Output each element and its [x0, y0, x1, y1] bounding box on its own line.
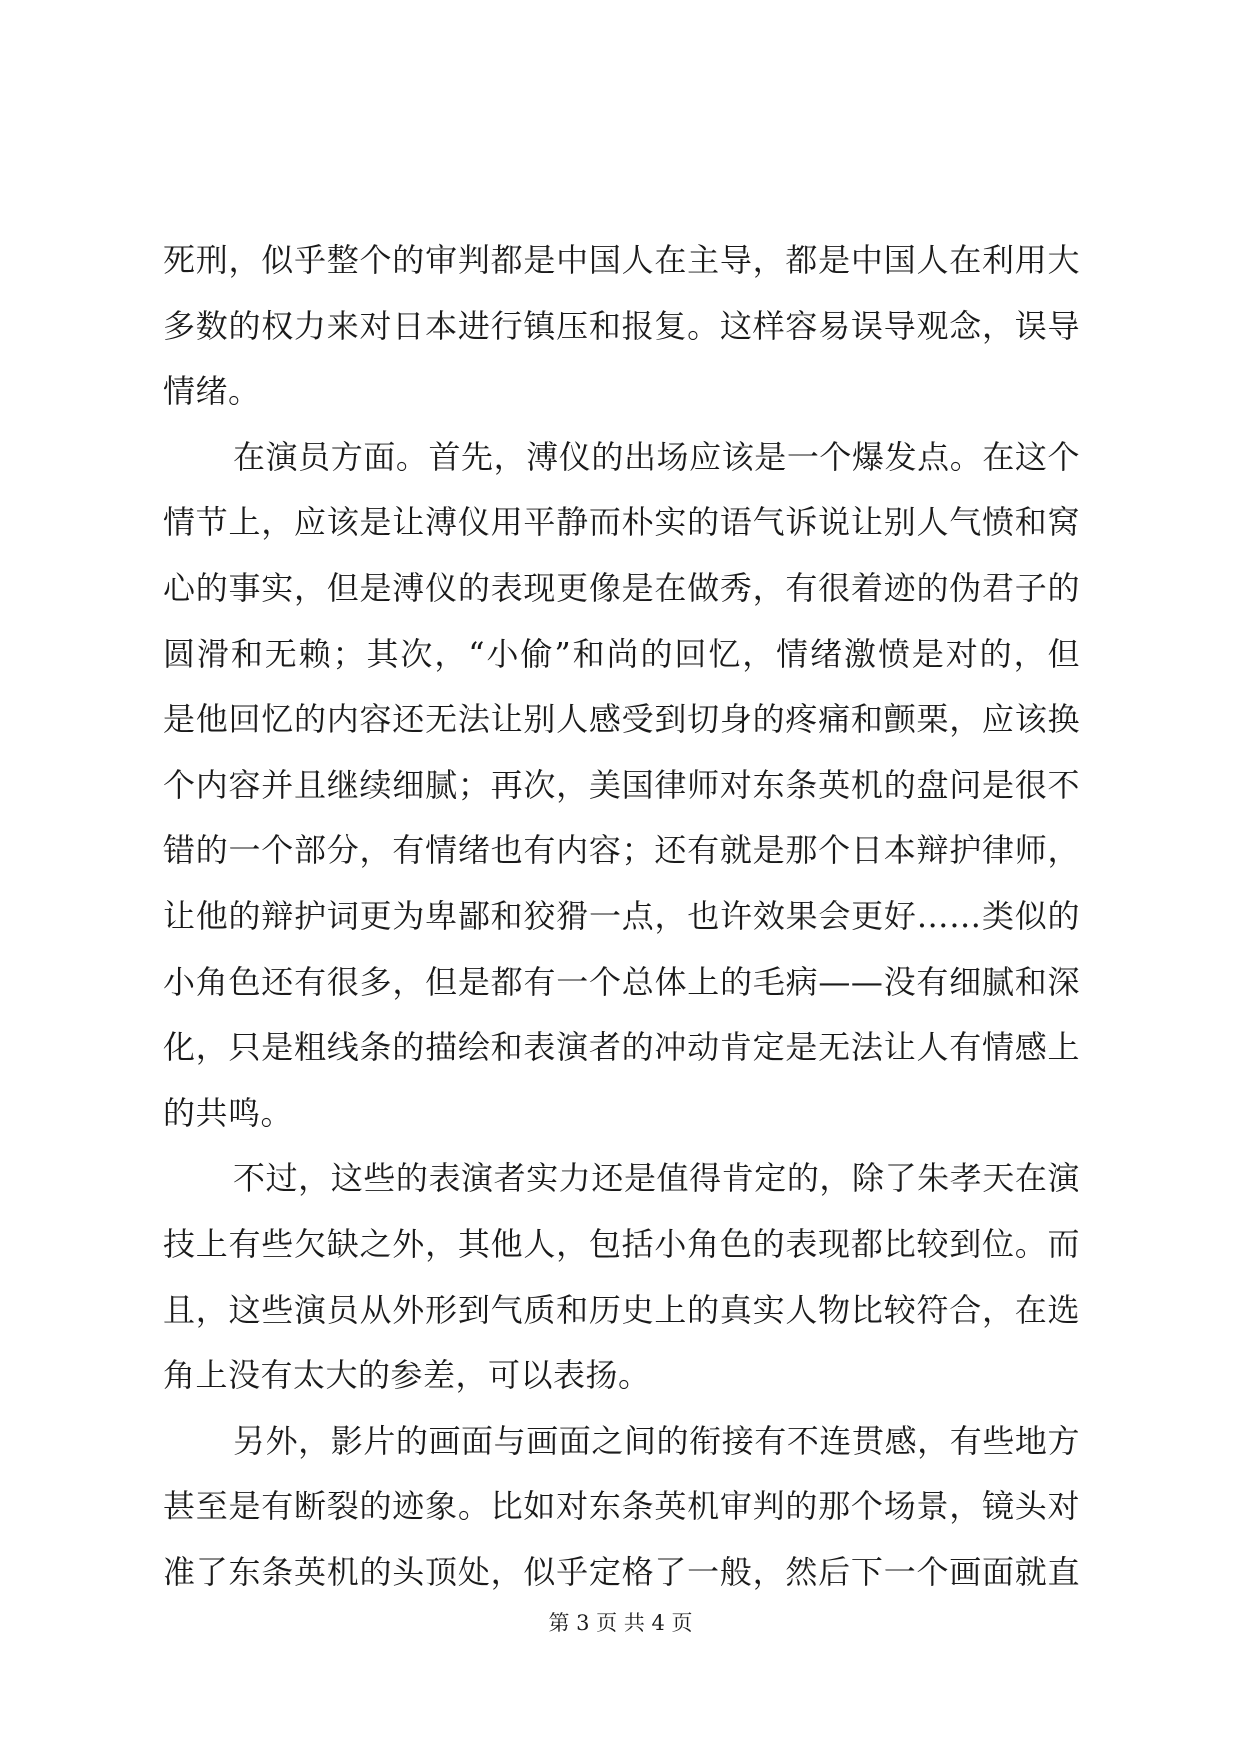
text-line: 个内容并且继续细腻；再次，美国律师对东条英机的盘问是很不	[163, 765, 1080, 804]
text-line: 多数的权力来对日本进行镇压和报复。这样容易误导观念，误导	[163, 306, 1080, 345]
text-line: 化，只是粗线条的描绘和表演者的冲动肯定是无法让人有情感上	[163, 1028, 1080, 1067]
text-line: 圆滑和无赖；其次，“小偷”和尚的回忆，情绪激愤是对的，但	[163, 634, 1080, 673]
paragraph-first-line: 不过，这些的表演者实力还是值得肯定的，除了朱孝天在演	[233, 1159, 1080, 1198]
text-line: 情节上，应该是让溥仪用平静而朴实的语气诉说让别人气愤和窝	[163, 503, 1080, 542]
text-line: 角上没有太大的参差，可以表扬。	[163, 1356, 651, 1395]
page-number-footer: 第 3 页 共 4 页	[548, 1611, 693, 1635]
text-line: 且，这些演员从外形到气质和历史上的真实人物比较符合，在选	[163, 1290, 1080, 1329]
paragraph-first-line: 在演员方面。首先，溥仪的出场应该是一个爆发点。在这个	[233, 437, 1080, 476]
text-line: 错的一个部分，有情绪也有内容；还有就是那个日本辩护律师，	[163, 831, 1080, 870]
body-text	[163, 228, 1080, 1605]
text-line: 小角色还有很多，但是都有一个总体上的毛病——没有细腻和深	[163, 962, 1080, 1001]
text-line: 心的事实，但是溥仪的表现更像是在做秀，有很着迹的伪君子的	[163, 568, 1080, 607]
text-line: 死刑，似乎整个的审判都是中国人在主导，都是中国人在利用大	[163, 241, 1080, 279]
text-line: 的共鸣。	[163, 1093, 294, 1132]
paragraph-first-line: 另外，影片的画面与画面之间的衔接有不连贯感，有些地方	[233, 1421, 1080, 1460]
text-line: 情绪。	[163, 372, 261, 411]
text-line: 让他的辩护词更为卑鄙和狡猾一点，也许效果会更好……类似的	[163, 896, 1080, 935]
text-line: 甚至是有断裂的迹象。比如对东条英机审判的那个场景，镜头对	[163, 1487, 1080, 1526]
text-line: 技上有些欠缺之外，其他人，包括小角色的表现都比较到位。而	[163, 1224, 1080, 1263]
text-line: 是他回忆的内容还无法让别人感受到切身的疼痛和颤栗，应该换	[163, 700, 1080, 739]
text-line: 准了东条英机的头顶处，似乎定格了一般，然后下一个画面就直	[163, 1552, 1080, 1591]
